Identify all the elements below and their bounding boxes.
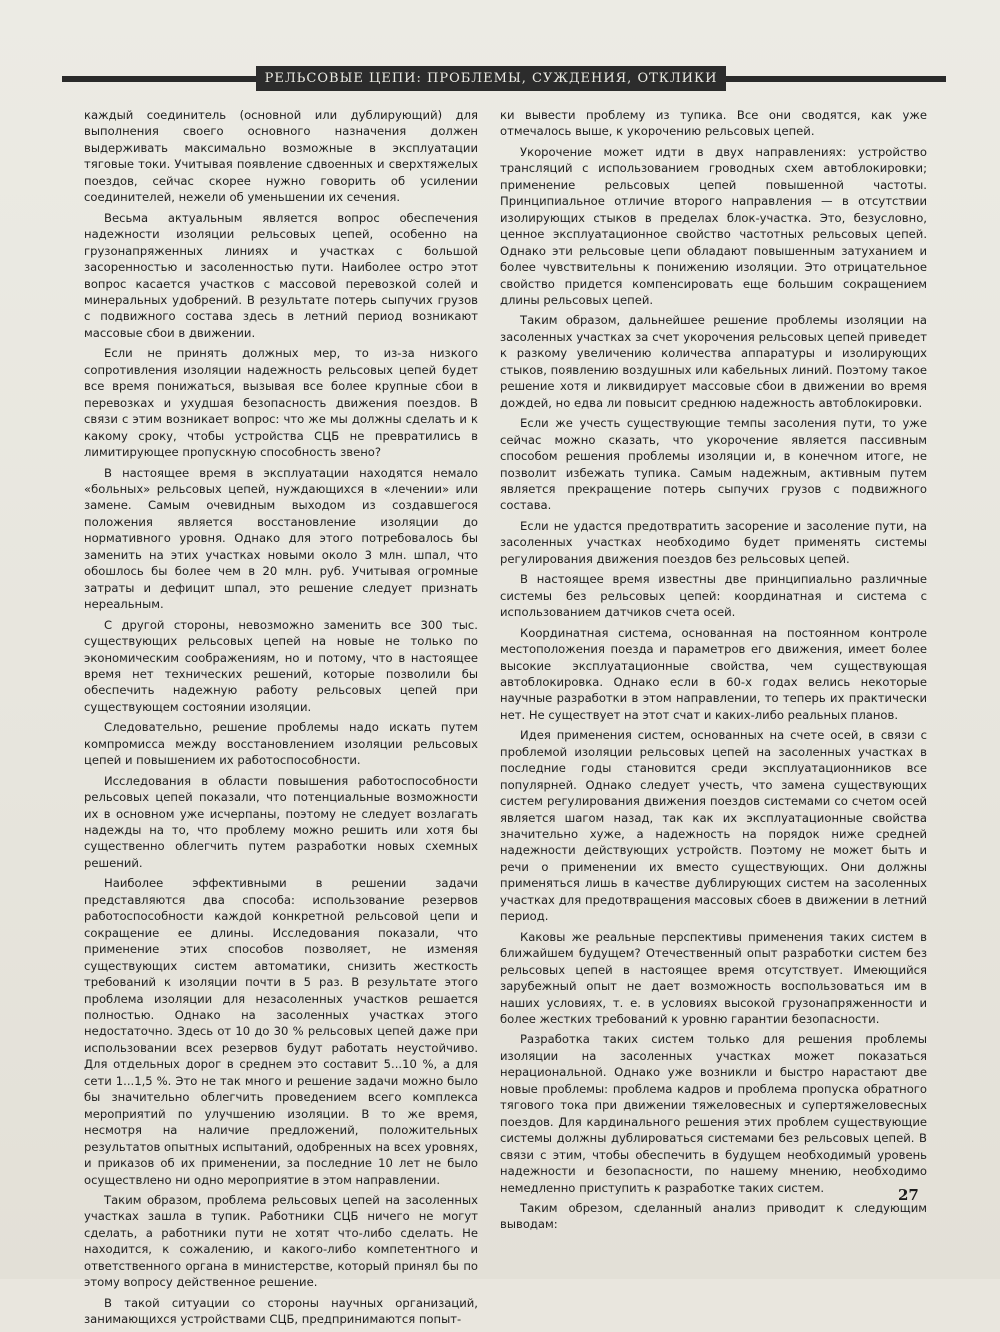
paragraph: Наиболее эффективными в решении задачи представляются два способа: использование резервов работоспособности каждой конкретной рельсовой цепи и сокращение ее длины. Исследования показали, что применение этих способов позволяет, не изменяя существующих систем автоматики, снизить жесткость требований к изоляции почти в 5 раз. В результате этого проблема изоляции для незасоленных участков решается полностью. Однако на засоленных участках этого недостаточно. Здесь от 10 до 30 % рельсовых цепей даже при использовании всех резервов будут работать неустойчиво. Для отдельных дорог в среднем это составит 5...10 %, а для сети 1...1,5 %. Это не так много и решение задачи можно было бы значительно облегчить проведением всего комплекса мероприятий по улучшению изоляции. В то же время, несмотря на наличие предложений, положительных результатов опытных испытаний, одобренных на всех уровнях, и приказов об их применении, за последние 10 лет не было осуществлено ни одно мероприятие в этом направлении. — [84, 876, 478, 1187]
running-title-text: РЕЛЬСОВЫЕ ЦЕПИ: ПРОБЛЕМЫ, СУЖДЕНИЯ, ОТКЛИКИ — [264, 71, 718, 86]
paragraph: каждый соединитель (основной или дублирующий) для выполнения своего основного назначения должен выдерживать максимально возможные в эксплуатации тяговые токи. Учитывая появление сдвоенных и сверхтяжелых поездов, сейчас скорее нужно говорить об усилении соединителей, нежели об уменьшении их сечения. — [84, 108, 478, 205]
running-title — [256, 66, 726, 91]
paragraph: В такой ситуации со стороны научных организаций, занимающихся устройствами СЦБ, предпринимаются попыт- — [84, 1295, 478, 1327]
right-column — [500, 107, 927, 1237]
paragraph: С другой стороны, невозможно заменить все 300 тыс. существующих рельсовых цепей на новые не только по экономическим соображениям, но и потому, что в настоящее время нет технических решений, которые позволили бы обеспечить надежную работу рельсовых цепей при существующем состоянии изоляции. — [84, 617, 478, 714]
left-column — [84, 107, 478, 1332]
paragraph: ки вывести проблему из тупика. Все они сводятся, как уже отмечалось выше, к укорочению рельсовых цепей. — [500, 108, 927, 139]
paragraph: Если не принять должных мер, то из-за низкого сопротивления изоляции надежность рельсовых цепей будет все время понижаться, вызывая все более крупные сбои в перевозках и ухудшая безопасность движения поездов. В связи с этим возникает вопрос: что же мы должны сделать и к какому сроку, чтобы устройства СЦБ не превратились в лимитирующее пропускную способность звено? — [84, 346, 478, 460]
paragraph: Укорочение может идти в двух направлениях: устройство трансляций с использованием гроводных схем автоблокировки; применение рельсовых цепей повышенной частоты. Принципиальное отличие второго направления — в отсутствии изолирующих стыков в пределах блок-участка. Это, безусловно, ценное эксплуатационное свойство частотных рельсовых цепей. Однако эти рельсовые цепи обладают повышенным затуханием и более чувствительны к понижению изоляции. Это отрицательное свойство придется компенсировать еще большим сокращением длины рельсовых цепей. — [500, 144, 927, 307]
page-number: 27 — [898, 1186, 919, 1204]
paragraph: Разработка таких систем только для решения проблемы изоляции на засоленных участках может показаться нерациональной. Однако уже возникли и быстро нарастают две новые проблемы: проблема кадров и проблема пропуска обратного тягового тока при движении тяжеловесных и супертяжеловесных поездов. Для кардинального решения этих проблем существующие системы должны дублироваться системами без рельсовых цепей. В связи с этим, чтобы обеспечить в будущем необходимый уровень надежности и безопасности, по нашему мнению, необходимо немедленно приступить к разработке таких систем. — [500, 1032, 927, 1195]
paragraph: Следовательно, решение проблемы надо искать путем компромисса между восстановлением изоляции рельсовых цепей и повышением их работоспособности. — [84, 720, 478, 768]
paragraph: В настоящее время известны две принципиально различные системы без рельсовых цепей: координатная и система с использованием датчиков счета осей. — [500, 572, 927, 620]
paragraph: Каковы же реальные перспективы применения таких систем в ближайшем будущем? Отечественный опыт разработки систем без рельсовых цепей в настоящее время отсутствует. Имеющийся зарубежный опыт не дает возможность воспользоваться им в наших условиях, т. е. в условиях высокой грузонапряженности и более жестких требований к уровню гарантии безопасности. — [500, 929, 927, 1027]
paragraph: Таким образом, проблема рельсовых цепей на засоленных участках зашла в тупик. Работники СЦБ ничего не могут сделать, а работники пути не хотят что-либо сделать. Не находится, к сожалению, и какого-либо компетентного и ответственного органа в министерстве, который принял бы по этому вопросу действенное решение. — [84, 1193, 478, 1290]
paragraph: В настоящее время в эксплуатации находятся немало «больных» рельсовых цепей, нуждающихся в «лечении» или замене. Самым очевидным выходом из создавшегося положения является восстановление изоляции до нормативного уровня. Однако для этого потребовалось бы заменить на этих участках новыми около 3 млн. шпал, что обошлось бы более чем в 20 млн. руб. Учитывая огромные затраты и дефицит шпал, это решение следует признать нереальным. — [84, 465, 478, 612]
paragraph: Таким обрезом, сделанный анализ приводит к следующим выводам: — [500, 1201, 927, 1232]
paragraph: Исследования в области повышения работоспособности рельсовых цепей показали, что потенциальные возможности их в основном уже исчерпаны, поэтому не следует возлагать надежды на то, что проблему можно решить или хотя бы существенно облегчить путем разработки новых схемных решений. — [84, 773, 478, 870]
paragraph: Если не удастся предотвратить засорение и засоление пути, на засоленных участках необходимо будет применять системы регулирования движения поездов без рельсовых цепей. — [500, 518, 927, 566]
paragraph: Если же учесть существующие темпы засоления пути, то уже сейчас можно сказать, что укорочение является пассивным способом решения проблемы изоляции и, в конечном итоге, не позволит избежать тупика. Самым надежным, активным путем является прекращение потерь сыпучих грузов с подвижного состава. — [500, 416, 927, 513]
paragraph: Идея применения систем, основанных на счете осей, в связи с проблемой изоляции рельсовых цепей на засоленных участках в последние годы становится среди эксплуатационников все популярней. Однако следует учесть, что замена существующих систем регулирования движения поездов системами со счетом осей является шагом назад, так как их эксплуатационные свойства значительно хуже, а надежность на порядок ниже средней надежности действующих устройств. Поэтому не может быть и речи о применении их вместо существующих. Они должны применяться лишь в качестве дублирующих систем на засоленных участках для предотвращения массовых сбоев в движении в летний период. — [500, 728, 927, 924]
paragraph: Координатная система, основанная на постоянном контроле местоположения поезда и параметров его движения, имеет более высокие эксплуатационные свойства, чем существующая автоблокировка. Однако если в 60-х годах велись некоторые научные разработки в этом направлении, то теперь их практически нет. Не существует на этот счат и каких-либо реальных планов. — [500, 625, 927, 722]
paragraph: Таким образом, дальнейшее решение проблемы изоляции на засоленных участках за счет укорочения рельсовых цепей приведет к разкому увеличению количества аппаратуры и изолирующих стыков, появлению воздушных или кабельных линий. Поэтому такое решение хотя и ликвидирует массовые сбои в движении во время дождей, но едва ли повысит среднюю надежность автоблокировки. — [500, 313, 927, 410]
paragraph: Весьма актуальным является вопрос обеспечения надежности изоляции рельсовых цепей, особенно на грузонапряженных линиях и участках с большой засоренностью и засоленностью пути. Наиболее остро этот вопрос касается участков с массовой перевозкой солей и минеральных удобрений. В результате потерь сыпучих грузов с подвижного состава здесь в летний период возникают массовые сбои в движении. — [84, 210, 478, 340]
